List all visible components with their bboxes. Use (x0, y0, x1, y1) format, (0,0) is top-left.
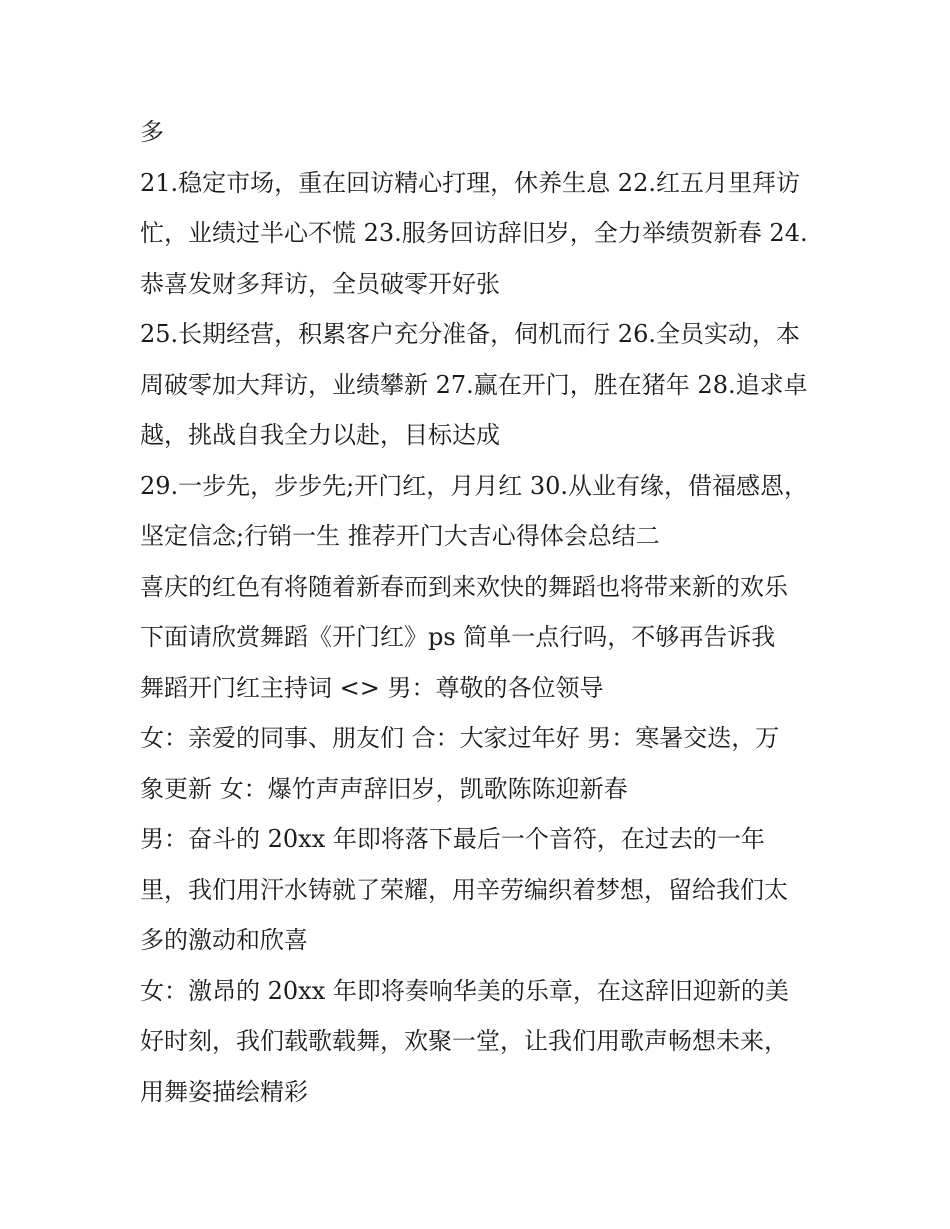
text-line: 21.稳定市场，重在回访精心打理，休养生息 22.红五月里拜访 (140, 168, 800, 197)
text-line: 29.一步先，步步先;开门红，月月红 30.从业有缘，借福感恩， (140, 471, 809, 500)
text-line: 里，我们用汗水铸就了荣耀，用辛劳编织着梦想，留给我们太 (140, 875, 788, 904)
text-line: 越，挑战自我全力以赴，目标达成 (140, 421, 500, 449)
text-line: 好时刻，我们载歌载舞，欢聚一堂，让我们用歌声畅想未来， (140, 1027, 788, 1055)
text-line: 周破零加大拜访，业绩攀新 27.赢在开门，胜在猪年 28.追求卓 (140, 370, 808, 399)
text-line: 多 (140, 118, 164, 146)
document-body (140, 107, 820, 1117)
text-line: 下面请欣赏舞蹈《开门红》ps 简单一点行吗，不够再告诉我 (140, 623, 776, 651)
text-line: 舞蹈开门红主持词 <> 男：尊敬的各位领导 (140, 673, 604, 702)
text-line: 25.长期经营，积累客户充分准备，伺机而行 26.全员实动，本 (140, 320, 800, 348)
text-line: 女：激昂的 20xx 年即将奏响华美的乐章，在这辞旧迎新的美 (140, 976, 789, 1005)
text-line: 女：亲爱的同事、朋友们 合：大家过年好 男：寒暑交迭，万 (140, 724, 780, 752)
text-line: 象更新 女：爆竹声声辞旧岁，凯歌陈陈迎新春 (140, 774, 628, 803)
text-line: 恭喜发财多拜访，全员破零开好张 (140, 269, 500, 298)
text-line: 男：奋斗的 20xx 年即将落下最后一个音符，在过去的一年 (140, 825, 765, 853)
text-line: 坚定信念;行销一生 推荐开门大吉心得体会总结二 (140, 522, 660, 550)
text-line: 多的激动和欣喜 (140, 926, 308, 954)
text-line: 喜庆的红色有将随着新春而到来欢快的舞蹈也将带来新的欢乐 (140, 572, 788, 601)
text-line: 用舞姿描绘精彩 (140, 1077, 308, 1106)
text-line: 忙，业绩过半心不慌 23.服务回访辞旧岁，全力举绩贺新春 24. (140, 219, 808, 247)
